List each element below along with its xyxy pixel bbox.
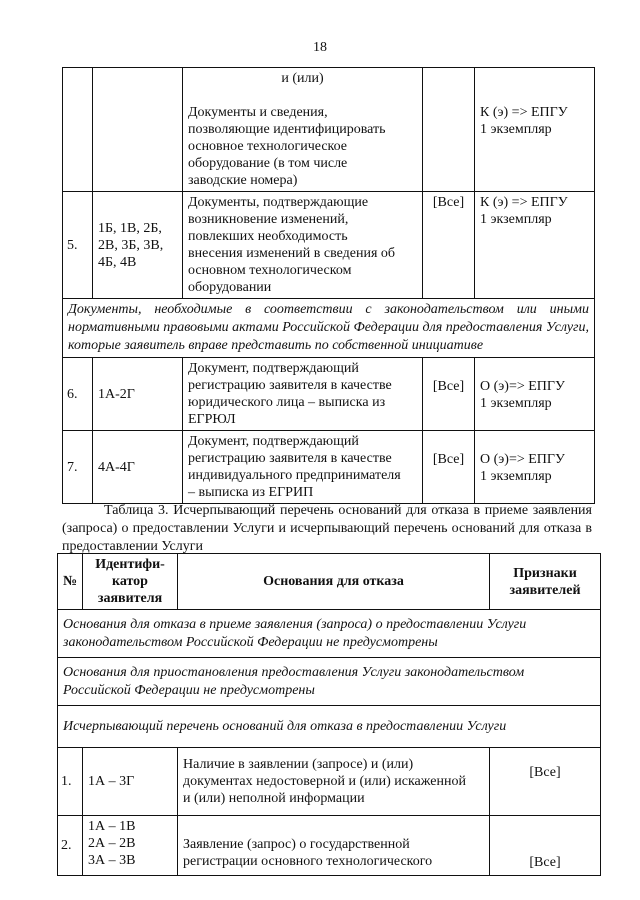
method-line: 1 экземпляр <box>480 469 552 484</box>
table-row <box>63 68 595 192</box>
num-cell: 2. <box>58 816 83 876</box>
header-grounds: Основания для отказа <box>178 554 490 610</box>
id-cell <box>83 816 178 876</box>
doc-cell <box>183 68 423 192</box>
method-line: 1 экземпляр <box>480 396 552 411</box>
applicant-cell: [Все] <box>423 358 475 431</box>
doc-cell <box>183 192 423 299</box>
method-line: 1 экземпляр <box>480 212 552 227</box>
doc-line: заводские номера) <box>188 173 298 188</box>
num-cell: 7. <box>63 431 93 504</box>
doc-line: основное технологическое <box>188 139 348 154</box>
doc-line: ЕГРЮЛ <box>188 412 236 427</box>
doc-line: Документ, подтверждающий <box>188 361 359 376</box>
num-cell: 6. <box>63 358 93 431</box>
method-line: К (э) => ЕПГУ <box>480 195 568 210</box>
applicant-cell <box>423 68 475 192</box>
doc-line: индивидуального предпринимателя <box>188 468 401 483</box>
doc-line: основном технологическом <box>188 263 352 278</box>
applicant-cell: [Все] <box>423 431 475 504</box>
ground-cell <box>178 816 490 876</box>
id-cell <box>93 192 183 299</box>
section-row <box>58 706 601 748</box>
num-cell <box>63 68 93 192</box>
doc-line: регистрацию заявителя в качестве <box>188 451 392 466</box>
table-row <box>58 748 601 816</box>
doc-line: оборудование (в том числе <box>188 156 348 171</box>
doc-line: и (или) <box>281 71 324 86</box>
header-id-line: заявителя <box>97 591 163 606</box>
doc-line: Документы, подтверждающие <box>188 195 369 210</box>
table-row <box>63 299 595 358</box>
method-cell <box>475 431 595 504</box>
method-line: 1 экземпляр <box>480 122 552 137</box>
header-signs-line: Признаки <box>513 565 577 581</box>
header-id <box>83 554 178 610</box>
doc-line: оборудовании <box>188 280 272 295</box>
method-line: О (э)=> ЕПГУ <box>480 379 565 394</box>
doc-line <box>188 87 417 104</box>
doc-line: Документ, подтверждающий <box>188 434 359 449</box>
num-cell: 5. <box>63 192 93 299</box>
header-id-line: Идентифи- <box>95 557 165 572</box>
id-line: 4Б, 4В <box>98 254 137 270</box>
id-line: 2А – 2В <box>88 836 136 851</box>
id-cell: 1А-2Г <box>93 358 183 431</box>
ground-line: документах недостоверной и (или) искаженной <box>183 774 466 789</box>
table-row <box>63 192 595 299</box>
method-line <box>480 87 589 104</box>
section-row <box>58 610 601 658</box>
header-id-line: катор <box>112 574 148 589</box>
page-number: 18 <box>313 40 327 55</box>
method-cell <box>475 68 595 192</box>
documents-table <box>62 67 595 504</box>
section-row <box>58 658 601 706</box>
id-cell: 1А – 3Г <box>83 748 178 816</box>
ground-line: Наличие в заявлении (запросе) и (или) <box>183 757 414 772</box>
applicant-cell: [Все] <box>423 192 475 299</box>
id-line: 3А – 3В <box>88 853 136 868</box>
table3-caption: Таблица 3. Исчерпывающий перечень оснований для отказа в приеме заявления (запроса) о предоставлении Услуги и исчерпывающий перечень оснований для отказа в предоставлении Услуги <box>62 503 592 554</box>
ground-line: и (или) неполной информации <box>183 791 365 806</box>
id-line: 2В, 3Б, 3В, <box>98 237 164 253</box>
table-row <box>58 816 601 876</box>
header-num: № <box>58 554 83 610</box>
doc-line: повлекших необходимость <box>188 229 348 244</box>
ground-line: Заявление (запрос) о государственной <box>183 837 410 852</box>
method-line: О (э)=> ЕПГУ <box>480 452 565 467</box>
header-signs <box>490 554 601 610</box>
doc-line: – выписка из ЕГРИП <box>188 485 314 500</box>
num-cell: 1. <box>58 748 83 816</box>
doc-cell <box>183 358 423 431</box>
table-row <box>63 358 595 431</box>
doc-line: Документы и сведения, <box>188 105 328 120</box>
doc-line: возникновение изменений, <box>188 212 349 227</box>
initiative-header: Документы, необходимые в соответствии с законодательством или иными нормативными правовыми актами Российской Федерации для предоставления Услуги, которые заявитель вправе представить по собственной инициативе <box>63 299 595 358</box>
section-suspension: Основания для приостановления предоставления Услуги законодательством Российской Федерации не предусмотрены <box>58 658 601 706</box>
signs-cell: [Все] <box>490 748 601 816</box>
method-cell <box>475 358 595 431</box>
ground-line: регистрации основного технологического <box>183 854 433 869</box>
section-refusal-acceptance: Основания для отказа в приеме заявления (запроса) о предоставлении Услуги законодательством Российской Федерации не предусмотрены <box>58 610 601 658</box>
method-cell <box>475 192 595 299</box>
method-line: К (э) => ЕПГУ <box>480 105 568 120</box>
table-row <box>63 431 595 504</box>
id-cell <box>93 68 183 192</box>
section-refusal-list: Исчерпывающий перечень оснований для отказа в предоставлении Услуги <box>58 706 601 748</box>
id-line: 1Б, 1В, 2Б, <box>98 220 162 236</box>
doc-line: регистрацию заявителя в качестве <box>188 378 392 393</box>
doc-line: юридического лица – выписка из <box>188 395 386 410</box>
ground-cell <box>178 748 490 816</box>
header-signs-line: заявителей <box>509 582 581 598</box>
doc-line: внесения изменений в сведения об <box>188 246 396 261</box>
doc-line: позволяющие идентифицировать <box>188 122 386 137</box>
header-row <box>58 554 601 610</box>
id-cell: 4А-4Г <box>93 431 183 504</box>
doc-cell <box>183 431 423 504</box>
signs-cell: [Все] <box>490 816 601 876</box>
refusal-grounds-table <box>57 553 601 876</box>
method-line <box>480 70 589 87</box>
id-line: 1А – 1В <box>88 819 136 834</box>
